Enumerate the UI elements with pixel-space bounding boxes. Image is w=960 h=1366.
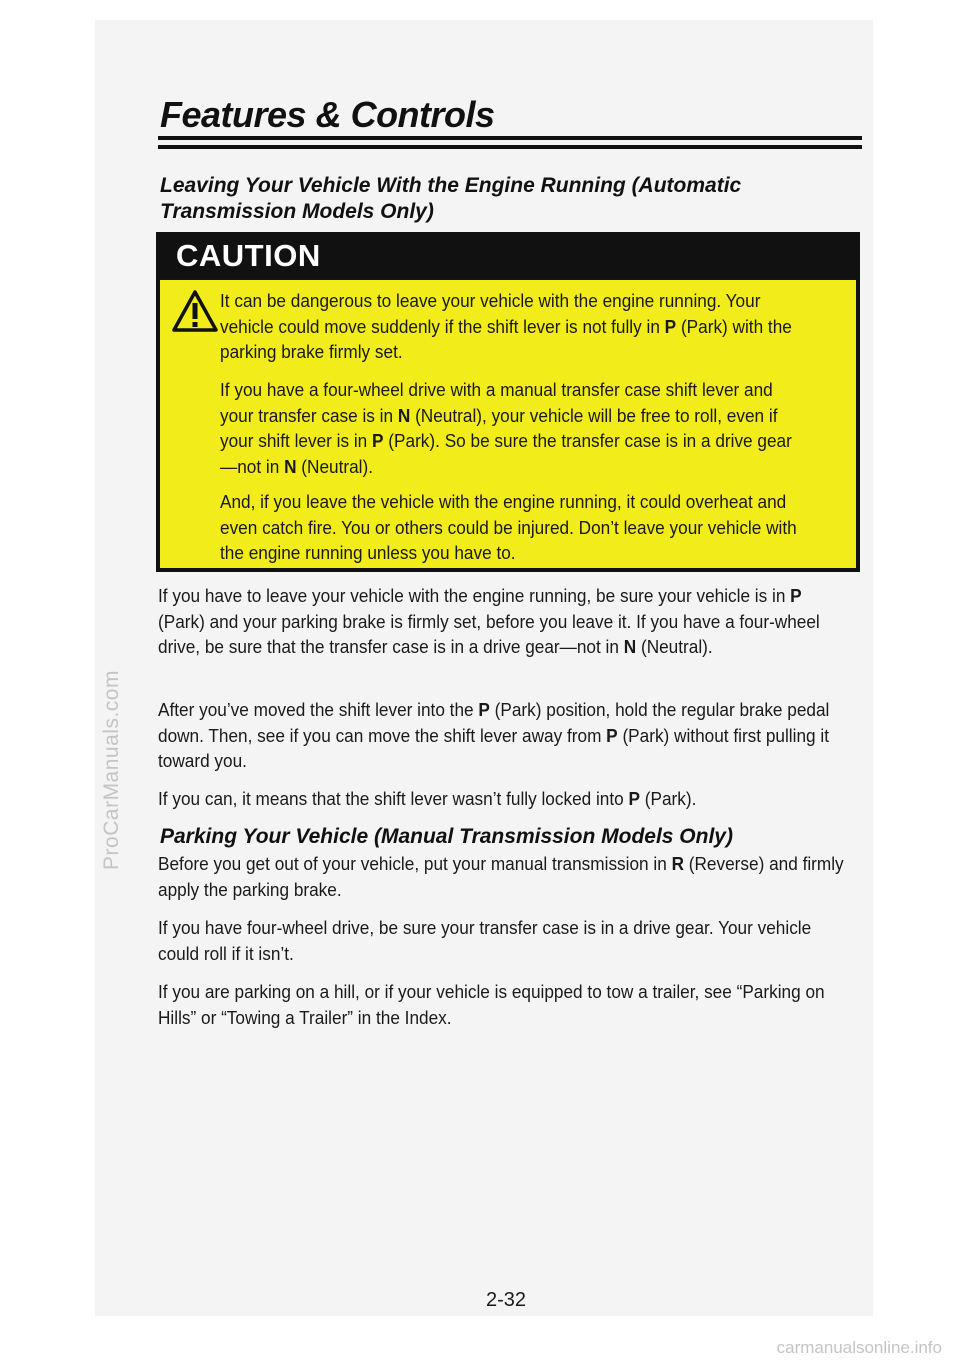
body-paragraph-3: If you can, it means that the shift lever wasn’t fully locked into P (Park). xyxy=(158,788,697,809)
caution-paragraph-1: It can be dangerous to leave your vehicle with the engine running. Your vehicle could move suddenly if the shift lever is not fully in P (Park) with the parking brake firmly set. xyxy=(220,290,792,362)
page-title: Features & Controls xyxy=(160,94,495,135)
page-number: 2-32 xyxy=(486,1289,527,1311)
body-paragraph-2: After you’ve moved the shift lever into the P (Park) position, hold the regular brake pedal down. Then, see if you can move the shift lever away from P (Park) without first pulling it toward you. xyxy=(158,699,830,771)
watermark-carmanualsonline: carmanualsonline.info xyxy=(776,1338,942,1357)
warning-triangle-icon xyxy=(172,290,218,332)
section-heading-leaving-vehicle: Leaving Your Vehicle With the Engine Running (Automatic Transmission Models Only) xyxy=(160,174,742,223)
section-heading-parking-vehicle: Parking Your Vehicle (Manual Transmission Models Only) xyxy=(160,825,733,848)
parking-paragraph-3: If you are parking on a hill, or if your vehicle is equipped to tow a trailer, see “Parking on Hills” or “Towing a Trailer” in the Index. xyxy=(158,981,825,1028)
caution-box xyxy=(156,232,860,572)
header-rule-thick xyxy=(158,136,862,140)
caution-paragraph-2: If you have a four-wheel drive with a manual transfer case shift lever and your transfer case is in N (Neutral), your vehicle will be free to roll, even if your shift lever is in P (Park). So be sure the transfer case is in a drive gear—not in N (Neutral). xyxy=(220,379,792,477)
watermark-procarmanuals: ProCarManuals.com xyxy=(100,670,123,870)
caution-header-bar xyxy=(160,236,856,280)
parking-paragraph-2: If you have four-wheel drive, be sure your transfer case is in a drive gear. Your vehicle could roll if it isn’t. xyxy=(158,917,812,964)
body-paragraph-1: If you have to leave your vehicle with the engine running, be sure your vehicle is in P (Park) and your parking brake is firmly set, before you leave it. If you have a four-wheel drive, be sure that the transfer case is in a drive gear—not in N (Neutral). xyxy=(158,585,820,657)
caution-paragraph-3: And, if you leave the vehicle with the engine running, it could overheat and even catch fire. You or others could be injured. Don’t leave your vehicle with the engine running unless you have to. xyxy=(220,491,797,563)
header-rule-thin xyxy=(158,145,862,149)
parking-paragraph-1: Before you get out of your vehicle, put your manual transmission in R (Reverse) and firmly apply the parking brake. xyxy=(158,853,844,900)
caution-label: CAUTION xyxy=(176,238,321,273)
